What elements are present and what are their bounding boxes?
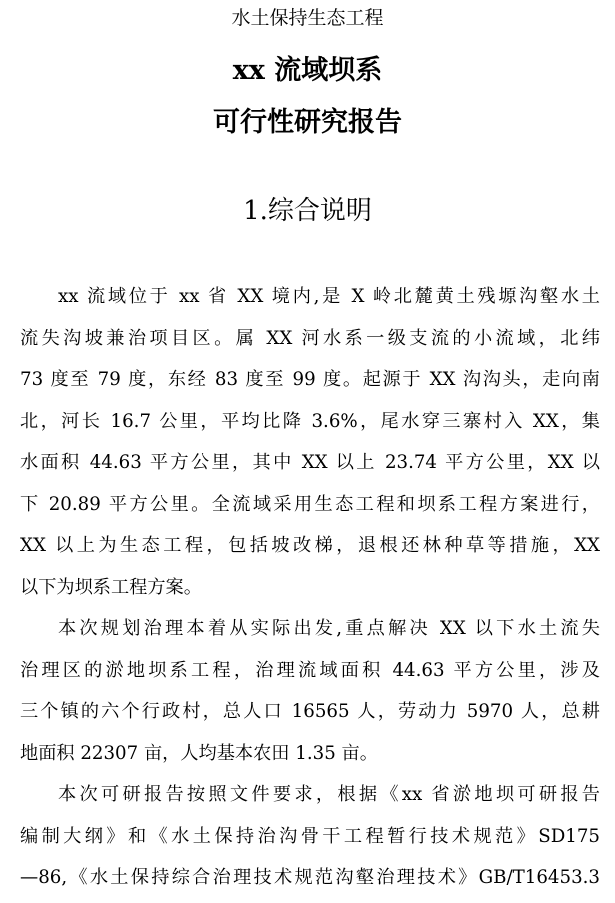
text-line: 下 20.89 平方公里。全流域采用生态工程和坝系工程方案进行， bbox=[20, 493, 600, 515]
text-line: xx 流域位于 xx 省 XX 境内,是 X 岭北麓黄土残塬沟壑水土 bbox=[58, 286, 600, 307]
document-title-line2: 可行性研究报告 bbox=[213, 107, 402, 138]
paragraph bbox=[20, 774, 600, 899]
text-line: —86,《水土保持综合治理技术规范沟壑治理技术》GB/T16453.3 bbox=[20, 867, 600, 888]
text-line: 治理区的淤地坝系工程，治理流域面积 44.63 平方公里，涉及 bbox=[20, 659, 600, 681]
text-line: 本次规划治理本着从实际出发,重点解决 XX 以下水土流失 bbox=[58, 618, 600, 639]
document-header: 水土保持生态工程 bbox=[231, 7, 384, 29]
document-title-line1: xx 流域坝系 bbox=[232, 55, 383, 86]
text-line: 以下为坝系工程方案。 bbox=[20, 576, 202, 598]
document-body bbox=[20, 276, 600, 899]
text-line: 流失沟坡兼治项目区。属 XX 河水系一级支流的小流域，北纬 bbox=[20, 327, 600, 349]
paragraph bbox=[20, 276, 600, 608]
text-line: XX 以上为生态工程，包括坡改梯，退根还林种草等措施，XX bbox=[20, 535, 600, 556]
text-line: 三个镇的六个行政村，总人口 16565 人，劳动力 5970 人，总耕 bbox=[20, 701, 600, 722]
section-heading: 1.综合说明 bbox=[243, 196, 372, 226]
text-line: 水面积 44.63 平方公里，其中 XX 以上 23.74 平方公里，XX 以 bbox=[20, 452, 600, 473]
text-line: 地面积 22307 亩，人均基本农田 1.35 亩。 bbox=[20, 742, 378, 764]
text-line: 73 度至 79 度，东经 83 度至 99 度。起源于 XX 沟沟头，走向南 bbox=[20, 369, 600, 390]
paragraph bbox=[20, 608, 600, 774]
text-line: 北，河长 16.7 公里，平均比降 3.6%，尾水穿三寨村入 XX，集 bbox=[20, 410, 600, 432]
text-line: 编制大纲》和《水土保持治沟骨干工程暂行技术规范》SD175 bbox=[20, 825, 600, 847]
text-line: 本次可研报告按照文件要求，根据《xx 省淤地坝可研报告 bbox=[58, 784, 600, 805]
